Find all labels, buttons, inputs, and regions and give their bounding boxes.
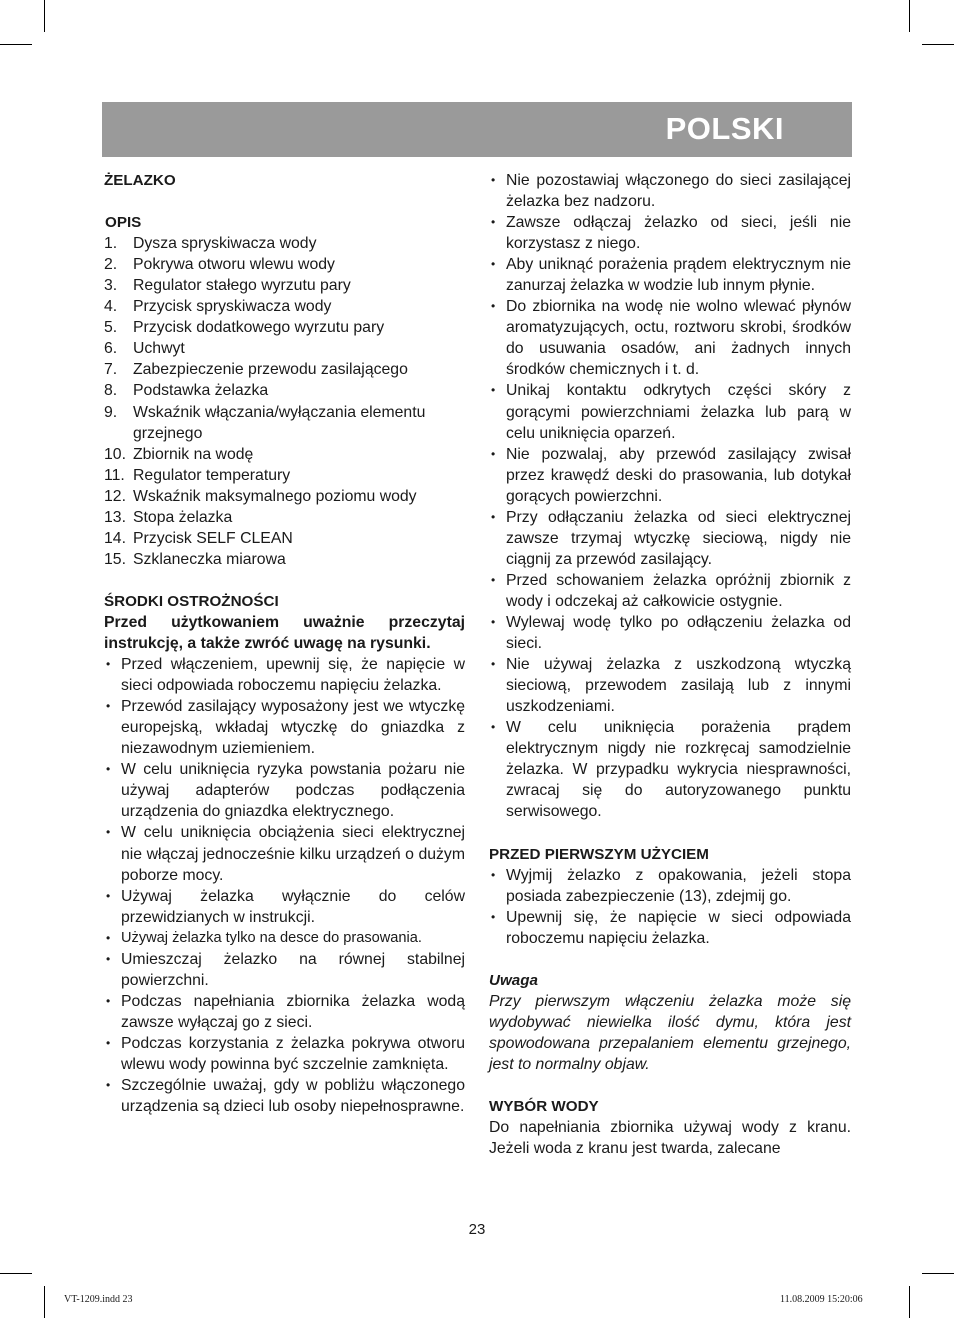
safety-heading: ŚRODKI OSTROŻNOŚCI: [104, 592, 279, 610]
part-item: [104, 402, 465, 444]
part-item: [104, 507, 465, 528]
part-number: 4.: [104, 298, 118, 316]
part-label: Przycisk SELF CLEAN: [133, 529, 293, 547]
part-number: 12.: [104, 487, 126, 505]
crop-mark: [44, 1286, 45, 1318]
part-number: 3.: [104, 277, 118, 295]
water-text: Do napełniania zbiornika używaj wody z kranu. Jeżeli woda z kranu jest twarda, zalecane: [489, 1119, 851, 1158]
bullet-item: • W celu uniknięcia porażenia prądem elektrycznym nigdy nie rozkręcaj samodzielnie żelazka. W przypadku wykrycia niesprawności, zwracaj się do autoryzowanego punktu serwisowego.: [489, 717, 851, 822]
part-number: 6.: [104, 340, 118, 358]
bullet-item: • Podczas napełniania zbiornika żelazka wodą zawsze wyłączaj go z sieci.: [104, 991, 465, 1033]
bullet-item: • Nie używaj żelazka z uszkodzoną wtyczką sieciową, przewodem zasilają lub z innymi uszkodzeniami.: [489, 654, 851, 717]
part-number: 14.: [104, 529, 126, 547]
slug-file: VT-1209.indd 23: [64, 1294, 133, 1305]
part-label: Wskaźnik maksymalnego poziomu wody: [133, 487, 417, 505]
bullet-item: • Do zbiornika na wodę nie wolno wlewać płynów aromatyzujących, octu, roztworu skrobi, środków do usuwania osadów, ani żadnych innych środków chemicznych i t. d.: [489, 296, 851, 380]
part-label: Regulator stałego wyrzutu pary: [133, 277, 351, 295]
language-title: POLSKI: [665, 111, 784, 146]
part-item: [104, 296, 465, 317]
language-banner: [102, 102, 852, 157]
bullet-item: • Podczas korzystania z żelazka pokrywa otworu wlewu wody powinna być szczelnie zamknięta.: [104, 1033, 465, 1075]
crop-mark: [0, 1273, 32, 1274]
part-number: 13.: [104, 508, 126, 526]
part-label: Zabezpieczenie przewodu zasilającego: [133, 361, 408, 379]
left-column: [104, 170, 465, 1117]
bullet-item: • Nie pozwalaj, aby przewód zasilający zwisał przez krawędź deski do prasowania, lub dotykał gorących powierzchni.: [489, 444, 851, 507]
bullet-item: • Wylewaj wodę tylko po odłączeniu żelazka od sieci.: [489, 612, 851, 654]
bullet-item: • W celu uniknięcia obciążenia sieci elektrycznej nie włączaj jednocześnie kilku urządzeń o dużym poborze mocy.: [104, 822, 465, 885]
part-item: [104, 465, 465, 486]
safety-list-continued: [489, 170, 851, 822]
first-use-list: [489, 865, 851, 949]
part-item: [104, 528, 465, 549]
part-number: 7.: [104, 361, 118, 379]
part-item: [104, 338, 465, 359]
part-number: 11.: [104, 466, 125, 484]
part-number: 8.: [104, 382, 118, 400]
part-number: 9.: [104, 403, 118, 421]
crop-mark: [909, 1286, 910, 1318]
first-use-heading: PRZED PIERWSZYM UŻYCIEM: [489, 845, 709, 863]
part-label: Uchwyt: [133, 340, 185, 358]
bullet-item: • W celu uniknięcia ryzyka powstania pożaru nie używaj adapterów podczas podłączenia urządzenia do gniazdka elektrycznego.: [104, 759, 465, 822]
crop-mark: [922, 44, 954, 45]
bullet-item: • Nie pozostawiaj włączonego do sieci zasilającej żelazka bez nadzoru.: [489, 170, 851, 212]
part-label: Przycisk dodatkowego wyrzutu pary: [133, 319, 385, 337]
part-label: Wskaźnik włączania/wyłączania elementu grzejnego: [133, 403, 426, 442]
part-item: [104, 275, 465, 296]
bullet-item: • Używaj żelazka tylko na desce do prasowania.: [104, 928, 465, 949]
part-item: [104, 486, 465, 507]
part-item: [104, 317, 465, 338]
right-column: [489, 170, 851, 1159]
note-text: Przy pierwszym włączeniu żelazka może się wydobywać niewielka ilość dymu, która jest spowodowana przepalaniem elementu grzejnego, jest to normalny objaw.: [489, 992, 851, 1073]
part-label: Przycisk spryskiwacza wody: [133, 298, 332, 316]
note-heading: Uwaga: [489, 971, 538, 989]
part-label: Regulator temperatury: [133, 466, 291, 484]
part-item: [104, 444, 465, 465]
description-heading: OPIS: [105, 214, 142, 232]
part-item: [104, 254, 465, 275]
crop-mark: [922, 1273, 954, 1274]
bullet-item: • Szczególnie uważaj, gdy w pobliżu włączonego urządzenia są dzieci lub osoby niepełnosprawne.: [104, 1075, 465, 1117]
part-label: Podstawka żelazka: [133, 382, 269, 400]
part-item: [104, 359, 465, 380]
part-number: 1.: [104, 235, 118, 253]
part-item: [104, 549, 465, 570]
water-heading: WYBÓR WODY: [489, 1098, 599, 1116]
safety-intro: Przed użytkowaniem uważnie przeczytaj instrukcję, a także zwróć uwagę na rysunki.: [104, 613, 465, 653]
part-number: 15.: [104, 550, 126, 568]
part-item: [104, 380, 465, 401]
part-label: Szklaneczka miarowa: [133, 550, 286, 568]
bullet-item: • Unikaj kontaktu odkrytych części skóry z gorącymi powierzchniami żelazka lub parą w celu uniknięcia oparzeń.: [489, 380, 851, 443]
bullet-item: • Przed włączeniem, upewnij się, że napięcie w sieci odpowiada roboczemu napięciu żelazka.: [104, 654, 465, 696]
part-item: [104, 233, 465, 254]
parts-list: [104, 233, 465, 570]
part-label: Zbiornik na wodę: [133, 445, 254, 463]
bullet-item: • Upewnij się, że napięcie w sieci odpowiada roboczemu napięciu żelazka.: [489, 907, 851, 949]
part-number: 2.: [104, 256, 118, 274]
part-number: 5.: [104, 319, 118, 337]
bullet-item: • Przewód zasilający wyposażony jest we wtyczkę europejską, wkładaj wtyczkę do gniazdka z niezawodnym uziemieniem.: [104, 696, 465, 759]
crop-mark: [44, 0, 45, 32]
safety-list: [104, 654, 465, 1117]
bullet-item: • Aby uniknąć porażenia prądem elektrycznym nie zanurzaj żelazka w wodzie lub innym płynie.: [489, 254, 851, 296]
product-title: ŻELAZKO: [104, 172, 176, 189]
bullet-item: • Wyjmij żelazko z opakowania, jeżeli stopa posiada zabezpieczenie (13), zdejmij go.: [489, 865, 851, 907]
page-number: 23: [468, 1221, 486, 1238]
crop-mark: [909, 0, 910, 32]
slug-date: 11.08.2009 15:20:06: [780, 1294, 863, 1305]
bullet-item: • Przy odłączaniu żelazka od sieci elektrycznej zawsze trzymaj wtyczkę sieciową, nigdy nie ciągnij za przewód zasilający.: [489, 507, 851, 570]
part-label: Stopa żelazka: [133, 508, 233, 526]
part-number: 10.: [104, 445, 126, 463]
bullet-item: • Zawsze odłączaj żelazko od sieci, jeśli nie korzystasz z niego.: [489, 212, 851, 254]
bullet-item: • Używaj żelazka wyłącznie do celów przewidzianych w instrukcji.: [104, 886, 465, 928]
bullet-item: • Przed schowaniem żelazka opróżnij zbiornik z wody i odczekaj aż całkowicie ostygnie.: [489, 570, 851, 612]
bullet-item: • Umieszczaj żelazko na równej stabilnej powierzchni.: [104, 949, 465, 991]
crop-mark: [0, 44, 32, 45]
part-label: Pokrywa otworu wlewu wody: [133, 256, 335, 274]
part-label: Dysza spryskiwacza wody: [133, 235, 317, 253]
